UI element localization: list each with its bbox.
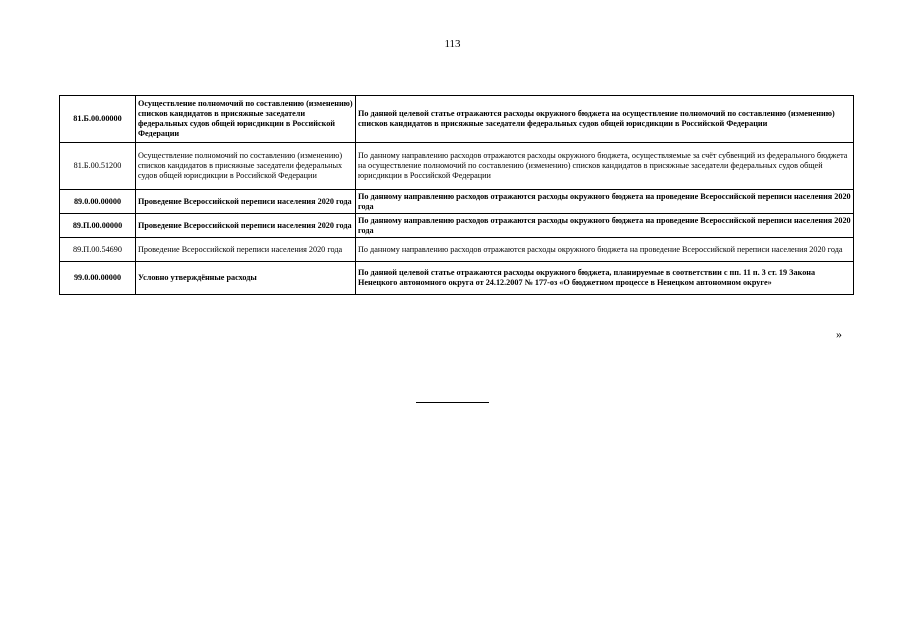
row-description: По данному направлению расходов отражаются расходы окружного бюджета на проведение Всероссийской переписи населения 2020 года <box>356 190 854 214</box>
row-name: Проведение Всероссийской переписи населения 2020 года <box>136 238 356 262</box>
closing-quote: » <box>836 327 842 341</box>
budget-classification-table <box>59 95 854 295</box>
row-code: 89.П.00.54690 <box>60 238 136 262</box>
row-description: По данной целевой статье отражаются расходы окружного бюджета, планируемые в соответствии с пп. 11 п. 3 ст. 19 Закона Ненецкого автономного округа от 24.12.2007 № 177-оз «О бюджетном процессе в Ненецком автономном округе» <box>356 262 854 295</box>
page-number: 113 <box>444 38 461 50</box>
row-name: Осуществление полномочий по составлению (изменению) списков кандидатов в присяжные заседатели федеральных судов общей юрисдикции в Российской Федерации <box>136 143 356 190</box>
footer-divider <box>416 402 489 403</box>
row-description: По данной целевой статье отражаются расходы окружного бюджета на осуществление полномочий по составлению (изменению) списков кандидатов в присяжные заседатели федеральных судов общей юрисдикции в Российской Федерации <box>356 96 854 143</box>
row-description: По данному направлению расходов отражаются расходы окружного бюджета, осуществляемые за счёт субвенций из федерального бюджета на осуществление полномочий по составлению (изменению) списков кандидатов в присяжные заседатели федеральных судов общей юрисдикции в Российской Федерации <box>356 143 854 190</box>
row-description: По данному направлению расходов отражаются расходы окружного бюджета на проведение Всероссийской переписи населения 2020 года <box>356 238 854 262</box>
row-code: 89.П.00.00000 <box>60 214 136 238</box>
row-code: 89.0.00.00000 <box>60 190 136 214</box>
table-row <box>60 214 854 238</box>
row-name: Проведение Всероссийской переписи населения 2020 года <box>136 190 356 214</box>
table-row <box>60 262 854 295</box>
table-row <box>60 238 854 262</box>
row-name: Проведение Всероссийской переписи населения 2020 года <box>136 214 356 238</box>
row-code: 81.Б.00.51200 <box>60 143 136 190</box>
row-code: 99.0.00.00000 <box>60 262 136 295</box>
table-row <box>60 96 854 143</box>
row-name: Условно утверждённые расходы <box>136 262 356 295</box>
table-row <box>60 143 854 190</box>
row-code: 81.Б.00.00000 <box>60 96 136 143</box>
row-name: Осуществление полномочий по составлению (изменению) списков кандидатов в присяжные заседатели федеральных судов общей юрисдикции в Российской Федерации <box>136 96 356 143</box>
row-description: По данному направлению расходов отражаются расходы окружного бюджета на проведение Всероссийской переписи населения 2020 года <box>356 214 854 238</box>
table-row <box>60 190 854 214</box>
